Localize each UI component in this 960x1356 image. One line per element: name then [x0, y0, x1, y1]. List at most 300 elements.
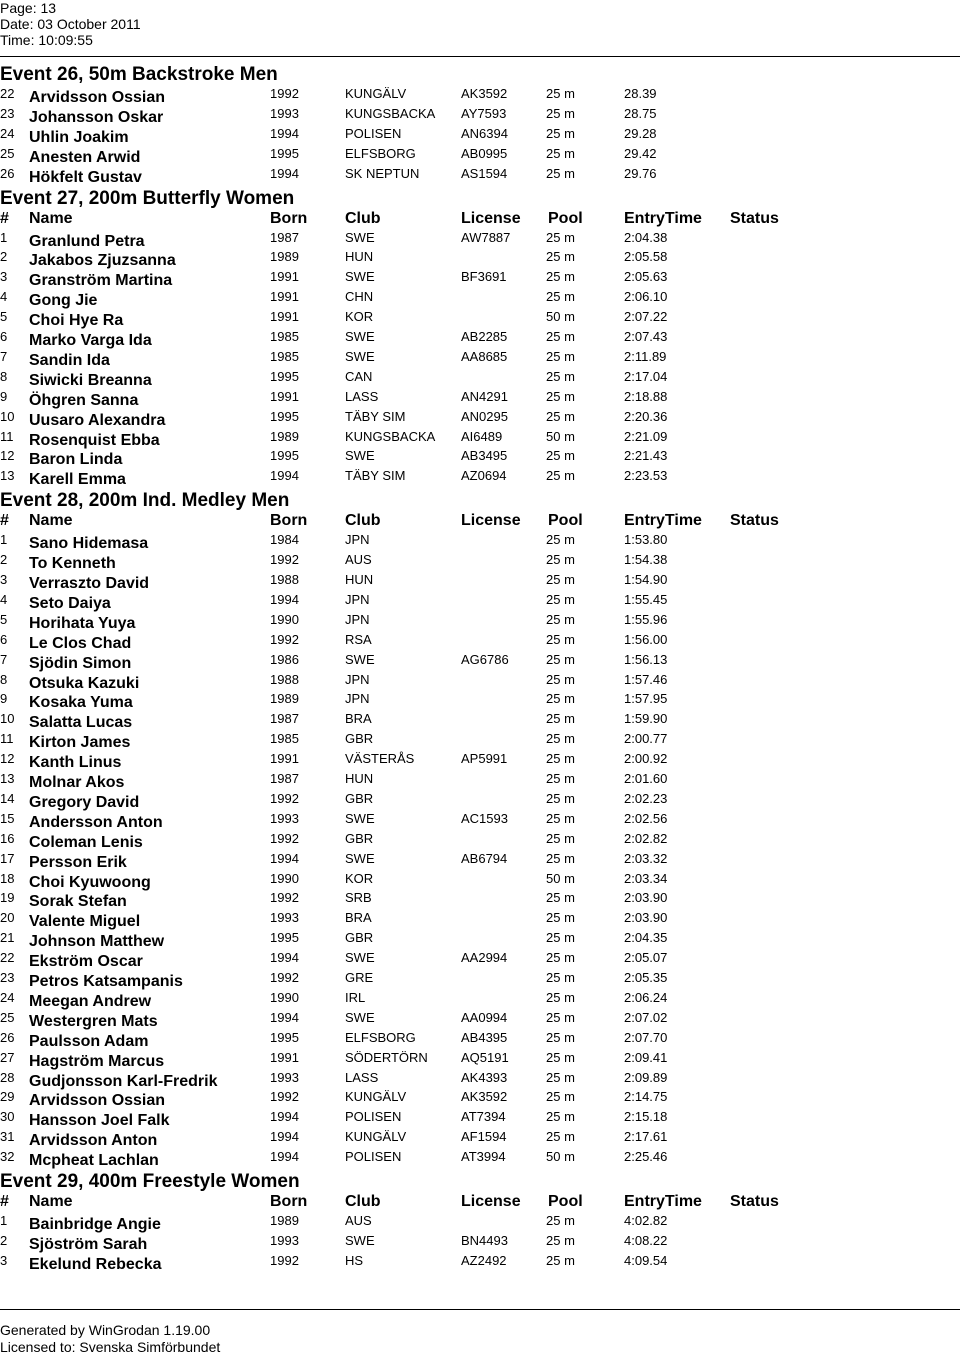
entry-pool: 25 m — [546, 289, 575, 305]
entry-license: AW7887 — [461, 229, 511, 245]
print-time: Time: 10:09:55 — [0, 32, 93, 48]
entry-num: 23 — [0, 105, 15, 121]
entry-pool: 25 m — [546, 631, 575, 647]
entry-pool: 25 m — [546, 910, 575, 926]
entry-name: Rosenquist Ebba — [29, 431, 160, 449]
entry-row — [0, 652, 960, 672]
entry-name: Baron Linda — [29, 451, 123, 469]
entry-num: 22 — [0, 86, 15, 101]
entry-time: 2:07.43 — [624, 329, 668, 344]
entry-row — [0, 930, 960, 950]
entry-pool: 25 m — [546, 532, 575, 548]
column-header-status: Status — [730, 209, 779, 227]
entry-pool: 25 m — [546, 1109, 575, 1125]
entry-born: 1990 — [270, 870, 299, 886]
entry-license: AY7593 — [461, 105, 507, 121]
entry-time: 1:56.00 — [624, 631, 668, 647]
entry-born: 1992 — [270, 830, 299, 846]
entry-row — [0, 468, 960, 488]
entry-name: Granström Martina — [29, 272, 173, 290]
entry-time: 2:06.10 — [624, 289, 668, 305]
entry-row — [0, 166, 960, 186]
entry-born: 1988 — [270, 671, 299, 687]
column-header-num: # — [0, 209, 9, 227]
entry-born: 1993 — [270, 910, 299, 926]
entry-club: KOR — [345, 870, 374, 886]
entry-row — [0, 289, 960, 309]
entry-club: HS — [345, 1252, 364, 1268]
entry-club: SWE — [345, 651, 375, 667]
entry-license: AN6394 — [461, 125, 508, 141]
entry-num: 9 — [0, 388, 8, 404]
entry-name: Choi Kyuwoong — [29, 873, 151, 891]
entry-row — [0, 106, 960, 126]
column-header-pool: Pool — [548, 512, 583, 530]
entry-num: 10 — [0, 408, 15, 424]
entry-club: GBR — [345, 930, 374, 946]
entry-born: 1990 — [270, 611, 299, 627]
entry-row — [0, 1050, 960, 1070]
entry-license: AT7394 — [461, 1109, 506, 1125]
entry-num: 1 — [0, 532, 8, 548]
header-divider — [0, 56, 960, 57]
entry-born: 1994 — [270, 1149, 299, 1165]
entry-time: 28.39 — [624, 86, 657, 101]
entry-pool: 25 m — [546, 989, 575, 1005]
entry-born: 1992 — [270, 1089, 299, 1105]
entry-num: 18 — [0, 870, 15, 886]
entry-name: Johnson Matthew — [29, 933, 165, 951]
entry-born: 1995 — [270, 448, 299, 464]
entry-row — [0, 86, 960, 106]
entry-name: Arvidsson Ossian — [29, 1092, 166, 1110]
entry-license: AA2994 — [461, 950, 508, 966]
entry-num: 11 — [0, 428, 14, 444]
entry-time: 2:04.35 — [624, 930, 668, 946]
entry-pool: 25 m — [546, 890, 575, 906]
entry-row — [0, 146, 960, 166]
entry-time: 2:01.60 — [624, 771, 668, 786]
entry-license: AS1594 — [461, 165, 508, 181]
entry-club: POLISEN — [345, 1149, 402, 1165]
entry-row — [0, 950, 960, 970]
entry-num: 12 — [0, 448, 15, 464]
entry-pool: 25 m — [546, 269, 575, 285]
entry-license: AK3592 — [461, 86, 508, 101]
column-header-club: Club — [345, 512, 381, 530]
entry-row — [0, 890, 960, 910]
entry-club: KUNGSBACKA — [345, 428, 436, 444]
entry-club: POLISEN — [345, 1109, 402, 1125]
entry-name: Bainbridge Angie — [29, 1216, 161, 1233]
column-header-num: # — [0, 1193, 9, 1210]
entry-time: 28.75 — [624, 105, 657, 121]
entry-row — [0, 1233, 960, 1253]
entry-club: TÄBY SIM — [345, 408, 406, 424]
column-header-license: License — [461, 512, 521, 530]
entry-num: 26 — [0, 165, 15, 181]
entry-born: 1987 — [270, 711, 299, 727]
entry-num: 2 — [0, 1232, 8, 1248]
entry-num: 24 — [0, 989, 15, 1005]
entry-license: AB2285 — [461, 329, 508, 344]
entry-born: 1992 — [270, 1252, 299, 1268]
entry-row — [0, 831, 960, 851]
column-header-entry-time: EntryTime — [624, 209, 702, 227]
entry-name: Johansson Oskar — [29, 108, 164, 126]
entry-club: RSA — [345, 631, 372, 647]
entry-time: 1:59.90 — [624, 711, 668, 727]
entry-license: AK3592 — [461, 1089, 508, 1105]
entry-time: 29.42 — [624, 145, 657, 161]
entry-time: 2:07.02 — [624, 1009, 668, 1025]
entry-born: 1984 — [270, 532, 299, 548]
entry-pool: 25 m — [546, 468, 575, 484]
entry-born: 1992 — [270, 970, 299, 985]
entry-pool: 25 m — [546, 408, 575, 424]
column-header-born: Born — [270, 209, 308, 227]
column-headers — [0, 512, 960, 532]
footer-divider — [0, 1309, 960, 1310]
entry-name: Kirton James — [29, 734, 131, 752]
entry-club: JPN — [345, 611, 370, 627]
entry-name: Otsuka Kazuki — [29, 674, 140, 692]
entry-row — [0, 1089, 960, 1109]
entry-born: 1993 — [270, 105, 299, 121]
entry-born: 1991 — [270, 388, 299, 404]
entry-born: 1995 — [270, 1029, 299, 1045]
entry-row — [0, 711, 960, 731]
entry-pool: 25 m — [546, 229, 575, 245]
entry-club: HUN — [345, 572, 374, 587]
entry-name: Ekelund Rebecka — [29, 1255, 162, 1273]
entry-num: 1 — [0, 229, 8, 245]
entry-club: KUNGÄLV — [345, 1129, 407, 1145]
entry-name: Gong Jie — [29, 292, 98, 310]
entry-born: 1992 — [270, 86, 299, 101]
entry-born: 1993 — [270, 1232, 299, 1248]
event-title: Event 28, 200m Ind. Medley Men — [0, 490, 290, 512]
entry-club: HUN — [345, 771, 374, 786]
entry-row — [0, 970, 960, 990]
entry-row — [0, 329, 960, 349]
entry-row — [0, 592, 960, 612]
entry-born: 1994 — [270, 950, 299, 966]
entry-born: 1993 — [270, 1069, 299, 1085]
column-header-name: Name — [29, 1193, 73, 1210]
entry-name: Sjöström Sarah — [29, 1235, 148, 1253]
entry-born: 1994 — [270, 468, 299, 484]
entry-born: 1987 — [270, 229, 299, 245]
entry-time: 2:20.36 — [624, 408, 668, 424]
entry-row — [0, 389, 960, 409]
entry-born: 1991 — [270, 1049, 299, 1065]
entry-time: 2:03.90 — [624, 890, 668, 906]
entry-time: 2:15.18 — [624, 1109, 668, 1125]
entry-pool: 25 m — [546, 850, 575, 866]
column-header-num: # — [0, 512, 9, 530]
entry-club: JPN — [345, 591, 370, 607]
column-headers — [0, 1193, 960, 1213]
entry-pool: 25 m — [546, 105, 575, 121]
entry-row — [0, 572, 960, 592]
entry-num: 5 — [0, 611, 8, 627]
entry-pool: 25 m — [546, 1232, 575, 1248]
entry-pool: 25 m — [546, 348, 575, 364]
entry-pool: 25 m — [546, 572, 575, 587]
event-title: Event 27, 200m Butterfly Women — [0, 187, 295, 209]
entry-time: 29.28 — [624, 125, 657, 141]
entry-time: 1:57.46 — [624, 671, 668, 687]
entry-pool: 25 m — [546, 1029, 575, 1045]
entry-born: 1985 — [270, 329, 299, 344]
entry-num: 1 — [0, 1213, 8, 1228]
entry-club: SWE — [345, 1009, 375, 1025]
entry-license: BF3691 — [461, 269, 507, 285]
entry-num: 2 — [0, 249, 8, 265]
entry-pool: 25 m — [546, 448, 575, 464]
entry-pool: 25 m — [546, 1129, 575, 1145]
entry-pool: 25 m — [546, 388, 575, 404]
entry-pool: 25 m — [546, 950, 575, 966]
entry-pool: 50 m — [546, 870, 575, 886]
entry-row — [0, 269, 960, 289]
column-header-license: License — [461, 209, 521, 227]
entry-name: Sjödin Simon — [29, 654, 132, 672]
entry-row — [0, 409, 960, 429]
entry-row — [0, 1253, 960, 1273]
entry-row — [0, 791, 960, 811]
entry-club: KUNGÄLV — [345, 86, 407, 101]
entry-row — [0, 448, 960, 468]
entry-time: 2:11.89 — [624, 348, 667, 364]
entry-name: Paulsson Adam — [29, 1032, 149, 1050]
entry-name: Mcpheat Lachlan — [29, 1152, 159, 1170]
entry-club: JPN — [345, 532, 370, 548]
entry-name: Molnar Akos — [29, 774, 125, 791]
entry-born: 1992 — [270, 890, 299, 906]
entry-time: 2:05.63 — [624, 269, 668, 285]
entry-time: 1:57.95 — [624, 691, 668, 707]
entry-num: 11 — [0, 731, 14, 747]
entry-license: AN0295 — [461, 408, 508, 424]
entry-club: GBR — [345, 731, 374, 747]
entry-license: AG6786 — [461, 651, 509, 667]
entry-pool: 25 m — [546, 970, 575, 985]
entry-name: Gudjonsson Karl-Fredrik — [29, 1072, 218, 1090]
entry-club: SWE — [345, 810, 375, 826]
entry-row — [0, 1109, 960, 1129]
column-header-club: Club — [345, 1193, 381, 1210]
entry-name: Seto Daiya — [29, 594, 111, 612]
entry-club: SWE — [345, 950, 375, 966]
entry-num: 8 — [0, 671, 8, 687]
entry-time: 2:23.53 — [624, 468, 668, 484]
entry-born: 1994 — [270, 850, 299, 866]
entry-row — [0, 990, 960, 1010]
entry-num: 27 — [0, 1049, 15, 1065]
entry-row — [0, 126, 960, 146]
entry-pool: 25 m — [546, 691, 575, 707]
entry-time: 1:55.96 — [624, 611, 668, 627]
entry-row — [0, 249, 960, 269]
entry-row — [0, 1070, 960, 1090]
entry-num: 28 — [0, 1069, 15, 1085]
entry-pool: 25 m — [546, 830, 575, 846]
entry-time: 4:09.54 — [624, 1252, 668, 1268]
entry-name: Petros Katsampanis — [29, 973, 183, 990]
entry-name: Granlund Petra — [29, 232, 145, 250]
entry-club: IRL — [345, 989, 366, 1005]
entry-born: 1985 — [270, 348, 299, 364]
entry-born: 1992 — [270, 631, 299, 647]
entry-born: 1989 — [270, 691, 299, 707]
entry-pool: 25 m — [546, 368, 575, 384]
entry-row — [0, 632, 960, 652]
entry-num: 5 — [0, 309, 8, 325]
entry-row — [0, 552, 960, 572]
entry-club: BRA — [345, 711, 372, 727]
entry-pool: 25 m — [546, 591, 575, 607]
entry-club: SK NEPTUN — [345, 165, 420, 181]
entry-name: Le Clos Chad — [29, 634, 132, 652]
entry-time: 2:14.75 — [624, 1089, 668, 1105]
entry-time: 2:02.82 — [624, 830, 668, 846]
entry-time: 1:54.90 — [624, 572, 668, 587]
entry-name: Sandin Ida — [29, 351, 110, 369]
entry-num: 4 — [0, 289, 8, 305]
entry-num: 24 — [0, 125, 15, 141]
entry-license: AB6794 — [461, 850, 508, 866]
entry-num: 25 — [0, 1009, 15, 1025]
entry-club: KOR — [345, 309, 374, 325]
entry-row — [0, 1129, 960, 1149]
entry-pool: 25 m — [546, 165, 575, 181]
entry-name: Hansson Joel Falk — [29, 1112, 170, 1130]
entry-name: Hökfelt Gustav — [29, 168, 142, 186]
entry-num: 22 — [0, 950, 15, 966]
column-headers — [0, 210, 960, 230]
entry-born: 1994 — [270, 591, 299, 607]
entry-born: 1991 — [270, 751, 299, 767]
entry-num: 23 — [0, 970, 15, 985]
entry-born: 1985 — [270, 731, 299, 747]
entry-time: 1:54.38 — [624, 552, 668, 568]
entry-num: 10 — [0, 711, 15, 727]
entry-num: 20 — [0, 910, 15, 926]
entry-name: Coleman Lenis — [29, 833, 143, 851]
entry-time: 2:05.07 — [624, 950, 668, 966]
entry-num: 15 — [0, 810, 15, 826]
entry-name: Valente Miguel — [29, 913, 141, 931]
column-header-license: License — [461, 1193, 521, 1210]
entry-club: GBR — [345, 790, 374, 806]
licensed-to: Licensed to: Svenska Simförbundet — [0, 1339, 221, 1355]
entry-name: Siwicki Breanna — [29, 371, 152, 389]
entry-time: 1:55.45 — [624, 591, 668, 607]
entry-row — [0, 309, 960, 329]
entry-license: AZ2492 — [461, 1252, 507, 1268]
entry-name: Salatta Lucas — [29, 714, 133, 732]
entry-born: 1994 — [270, 1009, 299, 1025]
entry-license: AB3495 — [461, 448, 508, 464]
entry-born: 1989 — [270, 249, 299, 265]
event-title: Event 29, 400m Freestyle Women — [0, 1171, 300, 1192]
entry-row — [0, 230, 960, 250]
entry-row — [0, 731, 960, 751]
entry-time: 2:07.70 — [624, 1029, 668, 1045]
entry-pool: 25 m — [546, 1089, 575, 1105]
entry-time: 1:56.13 — [624, 651, 668, 667]
entry-row — [0, 751, 960, 771]
entry-row — [0, 349, 960, 369]
entry-time: 2:00.92 — [624, 751, 668, 767]
entry-row — [0, 612, 960, 632]
entry-time: 2:09.41 — [624, 1049, 668, 1065]
entry-pool: 25 m — [546, 731, 575, 747]
entry-pool: 50 m — [546, 1149, 575, 1165]
entry-pool: 25 m — [546, 1213, 575, 1228]
entry-row — [0, 369, 960, 389]
entry-pool: 50 m — [546, 428, 575, 444]
entry-club: GRE — [345, 970, 374, 985]
entry-born: 1989 — [270, 1213, 299, 1228]
column-header-born: Born — [270, 512, 308, 530]
print-date: Date: 03 October 2011 — [0, 16, 141, 32]
entry-num: 17 — [0, 850, 15, 866]
entry-name: Hagström Marcus — [29, 1052, 165, 1070]
entry-num: 2 — [0, 552, 8, 568]
entry-born: 1991 — [270, 269, 299, 285]
entry-row — [0, 910, 960, 930]
entry-name: Uhlin Joakim — [29, 128, 129, 146]
entry-num: 21 — [0, 930, 15, 946]
entry-club: SÖDERTÖRN — [345, 1049, 428, 1065]
entry-club: KUNGSBACKA — [345, 105, 436, 121]
entry-row — [0, 429, 960, 449]
entry-row — [0, 1213, 960, 1233]
entry-row — [0, 1010, 960, 1030]
entry-time: 2:03.32 — [624, 850, 668, 866]
entry-row — [0, 1030, 960, 1050]
column-header-entry-time: EntryTime — [624, 512, 702, 530]
entry-license: AQ5191 — [461, 1049, 509, 1065]
entry-num: 7 — [0, 651, 8, 667]
entry-license: AB4395 — [461, 1029, 508, 1045]
entry-club: SWE — [345, 229, 375, 245]
entry-time: 2:21.43 — [624, 448, 668, 464]
entry-pool: 25 m — [546, 711, 575, 727]
entry-born: 1995 — [270, 145, 299, 161]
entry-time: 2:17.61 — [624, 1129, 668, 1145]
column-header-name: Name — [29, 512, 73, 530]
entry-num: 30 — [0, 1109, 15, 1125]
entry-name: Karell Emma — [29, 471, 126, 489]
entry-num: 16 — [0, 830, 15, 846]
entry-born: 1994 — [270, 1129, 299, 1145]
column-header-club: Club — [345, 209, 381, 227]
entry-license: AN4291 — [461, 388, 508, 404]
entry-club: POLISEN — [345, 125, 402, 141]
entry-born: 1995 — [270, 930, 299, 946]
entry-name: Ekström Oscar — [29, 953, 143, 971]
entry-pool: 25 m — [546, 790, 575, 806]
entry-pool: 25 m — [546, 145, 575, 161]
entry-row — [0, 851, 960, 871]
entry-club: ELFSBORG — [345, 145, 416, 161]
entry-time: 2:06.24 — [624, 989, 668, 1005]
entry-name: Jakabos Zjuzsanna — [29, 252, 176, 270]
